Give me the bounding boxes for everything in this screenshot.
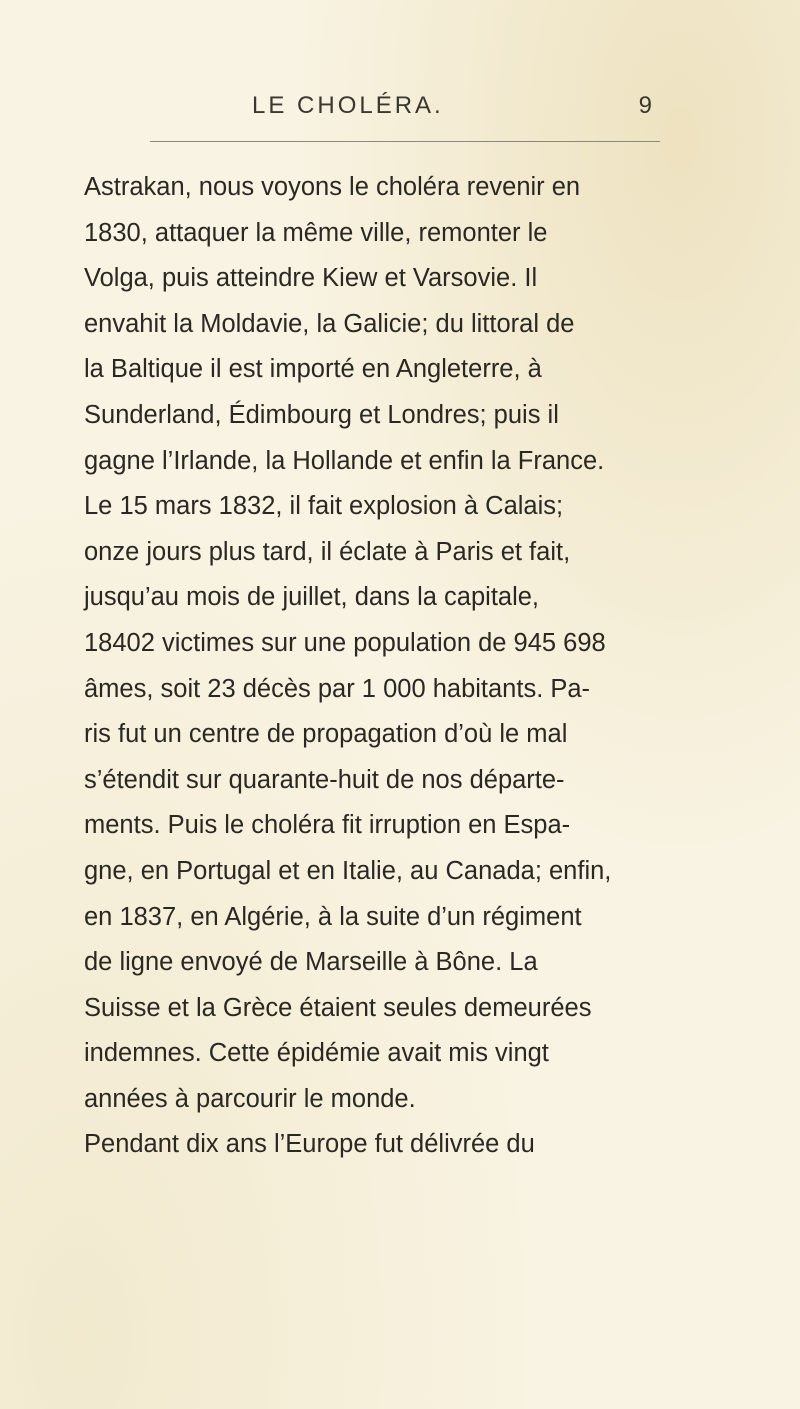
text-line: ments. Puis le choléra fit irruption en Espa- [84, 811, 571, 840]
page-number: 9 [638, 92, 652, 119]
text-line: de ligne envoyé de Marseille à Bône. La [84, 948, 538, 977]
text-line: âmes, soit 23 décès par 1 000 habitants. Pa- [84, 674, 591, 703]
text-line: la Baltique il est importé en Angleterre, à [84, 355, 542, 384]
text-line: jusqu’au mois de juillet, dans la capitale, [84, 583, 540, 612]
text-line: ris fut un centre de propagation d’où le mal [84, 720, 568, 749]
text-line: s’étendit sur quarante-huit de nos départe- [84, 765, 565, 794]
text-line: années à parcourir le monde. [84, 1084, 416, 1113]
body-text [84, 165, 664, 1168]
text-line: Le 15 mars 1832, il fait explosion à Calais; [84, 492, 564, 521]
text-line: Volga, puis atteindre Kiew et Varsovie. Il [84, 264, 538, 293]
header-rule [150, 141, 660, 142]
running-head: LE CHOLÉRA. [252, 92, 444, 119]
text-line: gagne l’Irlande, la Hollande et enfin la France. [84, 446, 605, 475]
text-line: Suisse et la Grèce étaient seules demeurées [84, 993, 592, 1022]
text-line: 1830, attaquer la même ville, remonter le [84, 218, 548, 247]
text-line: indemnes. Cette épidémie avait mis vingt [84, 1039, 549, 1068]
text-line: onze jours plus tard, il éclate à Paris et fait, [84, 537, 571, 566]
page-header [250, 92, 660, 126]
text-line: gne, en Portugal et en Italie, au Canada; enfin, [84, 856, 612, 885]
text-line: 18402 victimes sur une population de 945 698 [84, 628, 606, 657]
text-line: Sunderland, Édimbourg et Londres; puis il [84, 400, 559, 429]
text-line: envahit la Moldavie, la Galicie; du littoral de [84, 309, 575, 338]
text-line: Astrakan, nous voyons le choléra revenir en [84, 173, 581, 201]
text-line: Pendant dix ans l’Europe fut délivrée du [84, 1130, 535, 1159]
text-line: en 1837, en Algérie, à la suite d’un régiment [84, 902, 582, 931]
